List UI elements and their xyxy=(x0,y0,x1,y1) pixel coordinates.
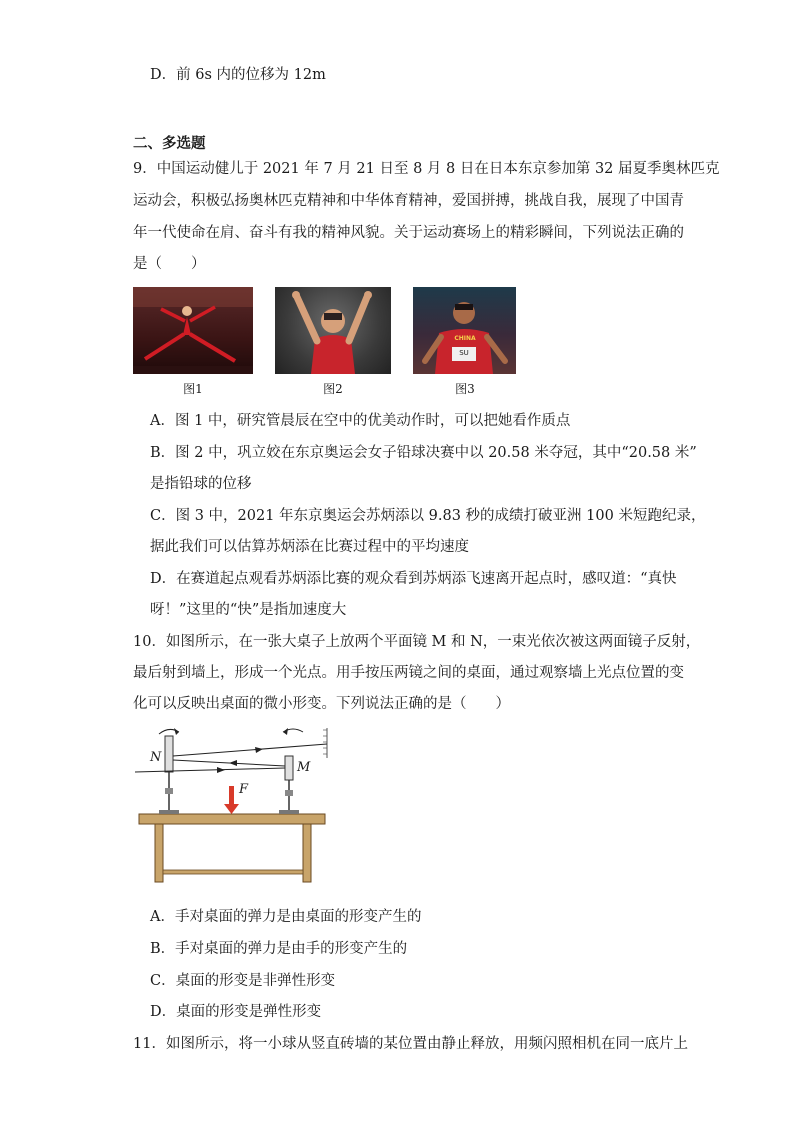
q9-line-1: 9．中国运动健儿于 2021 年 7 月 21 日至 8 月 8 日在日本东京参加第 32 届夏季奥林匹克 xyxy=(133,161,720,177)
q10-option-b: B．手对桌面的弹力是由手的形变产生的 xyxy=(150,941,408,957)
bib-text: SU xyxy=(459,349,469,357)
mirror-table-diagram xyxy=(133,726,333,886)
caption-fig1: 图1 xyxy=(183,382,203,396)
section-title: 二、多选题 xyxy=(133,135,206,152)
q9-line-3: 年一代使命在肩、奋斗有我的精神风貌。关于运动赛场上的精彩瞬间，下列说法正确的 xyxy=(133,225,684,241)
jersey-text: CHINA xyxy=(454,335,476,342)
q9-line-4: 是（ ） xyxy=(133,256,206,272)
q9-option-d: D．在赛道起点观看苏炳添比赛的观众看到苏炳添飞速离开起点时，感叹道：“真快 xyxy=(150,571,677,587)
label-mirror-m: M xyxy=(297,760,311,775)
label-mirror-n: N xyxy=(150,750,162,765)
q10-option-c: C．桌面的形变是非弹性形变 xyxy=(150,973,336,989)
q10-line-3: 化可以反映出桌面的微小形变。下列说法正确的是（ ） xyxy=(133,696,510,712)
option-d-prev: D．前 6s 内的位移为 12m xyxy=(150,67,326,83)
caption-fig3: 图3 xyxy=(455,382,475,396)
photo-gymnast xyxy=(133,287,253,374)
q9-option-c: C．图 3 中，2021 年东京奥运会苏炳添以 9.83 秒的成绩打破亚洲 100 米短跑纪录， xyxy=(150,508,706,524)
q10-line-1: 10．如图所示，在一张大桌子上放两个平面镜 M 和 N，一束光依次被这两面镜子反射， xyxy=(133,634,701,650)
caption-fig2: 图2 xyxy=(323,382,343,396)
photo-shotput xyxy=(275,287,391,374)
q10-line-2: 最后射到墙上，形成一个光点。用手按压两镜之间的桌面，通过观察墙上光点位置的变 xyxy=(133,665,684,681)
q9-option-a: A．图 1 中，研究管晨辰在空中的优美动作时，可以把她看作质点 xyxy=(150,413,571,429)
q9-option-d-cont: 呀！”这里的“快”是指加速度大 xyxy=(150,602,347,618)
q10-option-a: A．手对桌面的弹力是由桌面的形变产生的 xyxy=(150,909,422,925)
q11-line-1: 11．如图所示，将一小球从竖直砖墙的某位置由静止释放，用频闪照相机在同一底片上 xyxy=(133,1036,688,1052)
photo-sprinter xyxy=(413,287,516,374)
q9-option-b-cont: 是指铅球的位移 xyxy=(150,476,252,492)
q9-line-2: 运动会，积极弘扬奥林匹克精神和中华体育精神，爱国拼搏，挑战自我，展现了中国青 xyxy=(133,193,684,209)
q10-option-d: D．桌面的形变是弹性形变 xyxy=(150,1004,322,1020)
label-force-f: F xyxy=(239,782,249,797)
q9-option-c-cont: 据此我们可以估算苏炳添在比赛过程中的平均速度 xyxy=(150,539,469,555)
q9-option-b: B．图 2 中，巩立姣在东京奥运会女子铅球决赛中以 20.58 米夺冠，其中“20.58 米” xyxy=(150,445,697,461)
